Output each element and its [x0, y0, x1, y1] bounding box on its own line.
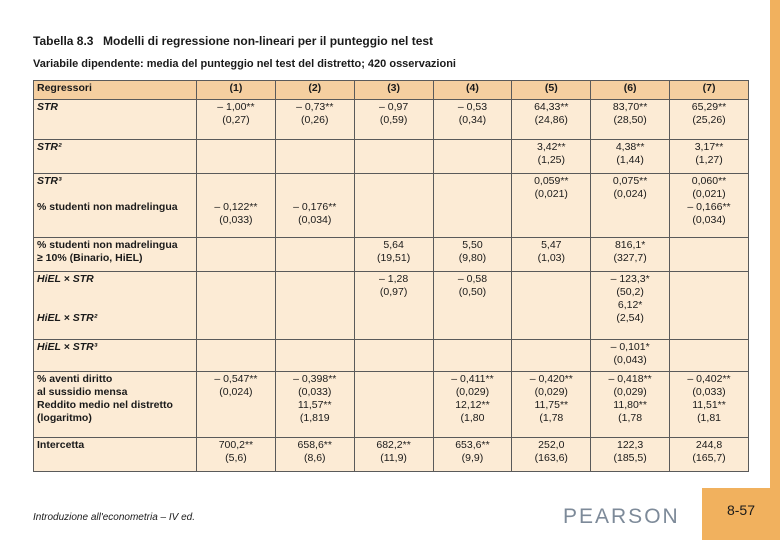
coefficient-value: 122,3 [617, 439, 644, 451]
column-header: (4) [433, 81, 512, 100]
coefficient-cell [354, 238, 433, 272]
standard-error: (0,021) [534, 188, 568, 200]
coefficient-cell [591, 272, 670, 340]
coefficient-value: 5,50 [462, 239, 483, 251]
standard-error: (1,27) [695, 154, 723, 166]
coefficient-cell [433, 372, 512, 438]
regressor-label-line: STR² [37, 141, 62, 153]
table-row [34, 438, 749, 472]
table-row [34, 238, 749, 272]
coefficient-cell [275, 438, 354, 472]
coefficient-value [200, 175, 272, 188]
standard-error: (8,6) [303, 452, 326, 464]
coefficient-value: – 0,402** [687, 373, 731, 385]
standard-error: (165,7) [692, 452, 726, 464]
coefficient-cell [354, 272, 433, 340]
column-header: Regressori [34, 81, 197, 100]
coefficient-value: 4,38** [615, 141, 645, 153]
regressor-label-line: Intercetta [37, 439, 85, 451]
standard-error: (2,54) [616, 312, 644, 324]
coefficient-value: 658,6** [297, 439, 332, 451]
coefficient-cell [433, 238, 512, 272]
coefficient-value: 816,1* [614, 239, 646, 251]
table-row [34, 372, 749, 438]
coefficient-value: – 0,547** [214, 373, 258, 385]
table-row [34, 272, 749, 340]
standard-error: (9,80) [458, 252, 487, 264]
coefficient-cell [591, 140, 670, 174]
standard-error: (0,34) [458, 114, 487, 126]
coefficient-value: 244,8 [695, 439, 723, 451]
standard-error: (1,80 [460, 412, 485, 424]
coefficient-value: 11,75** [534, 399, 569, 411]
standard-error: (0,27) [222, 114, 250, 126]
coefficient-value: 682,2** [376, 439, 411, 451]
standard-error: (11,9) [380, 452, 407, 464]
coefficient-value: – 0,398** [293, 373, 337, 385]
regressor-label-line: (logaritmo) [37, 412, 92, 424]
standard-error: (185,5) [613, 452, 647, 464]
standard-error: (9,9) [461, 452, 484, 464]
standard-error: (0,50) [458, 286, 487, 298]
standard-error: (0,024) [219, 386, 253, 398]
coefficient-value: – 0,58 [457, 273, 488, 285]
coefficient-value: 653,6** [455, 439, 490, 451]
coefficient-cell [275, 372, 354, 438]
coefficient-cell [591, 100, 670, 140]
coefficient-cell [512, 372, 591, 438]
coefficient-cell [670, 438, 749, 472]
regressor-label-line: % studenti non madrelingua [37, 201, 178, 213]
coefficient-cell [670, 272, 749, 340]
coefficient-cell [354, 100, 433, 140]
regressor-label [34, 438, 197, 472]
standard-error: (1,819 [299, 412, 330, 424]
coefficient-cell [670, 372, 749, 438]
table-row [34, 140, 749, 174]
coefficient-value: 5,47 [541, 239, 562, 251]
regressor-label-line: % studenti non madrelingua [37, 239, 178, 251]
regressor-label-line: Reddito medio nel distretto [37, 399, 173, 411]
regressor-label [34, 340, 197, 372]
coefficient-cell [197, 174, 276, 238]
standard-error: (0,043) [613, 354, 647, 366]
table-row [34, 340, 749, 372]
coefficient-cell [354, 372, 433, 438]
coefficient-cell [591, 174, 670, 238]
coefficient-value: 11,57** [297, 399, 332, 411]
standard-error: (1,81 [697, 412, 721, 424]
regressor-label-line: al sussidio mensa [37, 386, 128, 398]
standard-error: (0,024) [613, 188, 647, 200]
coefficient-cell [512, 438, 591, 472]
regressor-label-line: HiEL × STR² [37, 312, 98, 324]
coefficient-value: 0,075** [612, 175, 648, 187]
table-number: Tabella 8.3 [33, 34, 94, 48]
standard-error: (0,029) [455, 386, 490, 398]
standard-error: (1,78 [539, 412, 564, 424]
coefficient-value: – 1,28 [379, 273, 409, 285]
coefficient-value: – 0,166** [687, 201, 731, 213]
standard-error: (0,033) [692, 386, 726, 398]
regressor-label [34, 140, 197, 174]
coefficient-cell [512, 140, 591, 174]
coefficient-value: – 1,00** [217, 101, 255, 113]
coefficient-value: – 123,3* [610, 273, 650, 285]
standard-error: (0,033) [219, 214, 253, 226]
regression-table [33, 80, 749, 472]
column-header: (5) [512, 81, 591, 100]
standard-error: (24,86) [534, 114, 568, 126]
standard-error: (0,029) [613, 386, 647, 398]
coefficient-value: 5,64 [383, 239, 404, 251]
table-row [34, 100, 749, 140]
coefficient-cell [197, 100, 276, 140]
standard-error: (25,26) [692, 114, 726, 126]
coefficient-value: – 0,122** [214, 201, 258, 213]
table-title: Modelli di regressione non-lineari per il punteggio nel test [103, 34, 434, 48]
coefficient-value: 252,0 [538, 439, 565, 451]
page-number: 8-57 [702, 488, 780, 540]
coefficient-cell [512, 272, 591, 340]
coefficient-cell [354, 340, 433, 372]
coefficient-value: – 0,176** [293, 201, 337, 213]
coefficient-cell [670, 340, 749, 372]
standard-error [279, 188, 351, 201]
regressor-label [34, 272, 197, 340]
column-header: (6) [591, 81, 670, 100]
coefficient-value: 3,42** [536, 141, 566, 153]
column-header: (3) [354, 81, 433, 100]
standard-error: (0,97) [379, 286, 408, 298]
coefficient-value: 12,12** [455, 399, 490, 411]
coefficient-cell [512, 174, 591, 238]
regressor-label-line: STR [37, 101, 58, 113]
coefficient-value: – 0,411** [451, 373, 494, 385]
coefficient-cell [512, 340, 591, 372]
coefficient-cell [670, 100, 749, 140]
column-header: (7) [670, 81, 749, 100]
coefficient-value: 11,80** [613, 399, 647, 411]
column-header: (1) [197, 81, 276, 100]
coefficient-value: – 0,97 [379, 101, 409, 113]
coefficient-cell [433, 140, 512, 174]
regressor-label-line: ≥ 10% (Binario, HiEL) [37, 252, 143, 264]
coefficient-cell [197, 372, 276, 438]
coefficient-cell [591, 372, 670, 438]
coefficient-value: – 0,73** [296, 101, 334, 113]
coefficient-value: 83,70** [612, 101, 648, 113]
regressor-label-line [37, 299, 193, 312]
coefficient-value: 0,060** [691, 175, 727, 187]
coefficient-cell [433, 100, 512, 140]
standard-error: (19,51) [376, 252, 411, 264]
coefficient-cell [197, 438, 276, 472]
standard-error: (0,034) [298, 214, 332, 226]
coefficient-value: 700,2** [218, 439, 254, 451]
coefficient-cell [354, 140, 433, 174]
coefficient-cell [354, 438, 433, 472]
coefficient-value [279, 175, 351, 188]
coefficient-value: – 0,101* [610, 341, 650, 353]
table-heading [33, 34, 433, 48]
coefficient-cell [591, 340, 670, 372]
table-body [34, 100, 749, 472]
coefficient-cell [433, 272, 512, 340]
coefficient-cell [591, 438, 670, 472]
coefficient-cell [670, 238, 749, 272]
standard-error: (0,021) [692, 188, 726, 200]
column-header: (2) [275, 81, 354, 100]
coefficient-value: – 0,53 [457, 101, 488, 113]
coefficient-cell [275, 100, 354, 140]
standard-error: (0,034) [692, 214, 726, 226]
regressor-label-line [37, 286, 193, 299]
coefficient-cell [512, 238, 591, 272]
coefficient-cell [197, 340, 276, 372]
coefficient-value: 64,33** [534, 101, 569, 113]
coefficient-cell [197, 140, 276, 174]
coefficient-cell [670, 140, 749, 174]
regressor-label [34, 372, 197, 438]
pearson-logo: PEARSON [563, 505, 680, 528]
coefficient-cell [433, 438, 512, 472]
coefficient-cell [275, 238, 354, 272]
regressor-label-line: HiEL × STR [37, 273, 94, 285]
coefficient-cell [512, 100, 591, 140]
accent-stripe [770, 0, 780, 488]
standard-error: (0,59) [379, 114, 408, 126]
standard-error: (163,6) [534, 452, 568, 464]
coefficient-cell [197, 272, 276, 340]
regressor-label [34, 174, 197, 238]
standard-error: (1,78 [618, 412, 643, 424]
coefficient-cell [591, 238, 670, 272]
standard-error: (5,6) [225, 452, 247, 464]
coefficient-value: 6,12* [617, 299, 643, 311]
standard-error: (1,25) [537, 154, 566, 166]
regressor-label-line: STR³ [37, 175, 62, 187]
coefficient-cell [433, 340, 512, 372]
coefficient-value: 65,29** [691, 101, 727, 113]
standard-error: (327,7) [613, 252, 647, 264]
coefficient-cell [275, 340, 354, 372]
table-header-row [34, 81, 749, 100]
regressor-label-line: % aventi diritto [37, 373, 113, 385]
standard-error: (28,50) [613, 114, 647, 126]
coefficient-value: – 0,418** [608, 373, 652, 385]
coefficient-cell [433, 174, 512, 238]
book-title: Introduzione all'econometria – IV ed. [33, 512, 196, 523]
standard-error: (0,033) [298, 386, 332, 398]
table-subtitle: Variabile dipendente: media del punteggio nel test del distretto; 420 osservazioni [33, 58, 456, 70]
regressor-label-line: HiEL × STR³ [37, 341, 98, 353]
regressor-label-line [37, 188, 193, 201]
coefficient-cell [197, 238, 276, 272]
table-row [34, 174, 749, 238]
standard-error: (50,2) [616, 286, 644, 298]
standard-error: (0,26) [301, 114, 329, 126]
coefficient-cell [275, 174, 354, 238]
standard-error: (1,03) [537, 252, 566, 264]
standard-error: (0,029) [534, 386, 568, 398]
coefficient-cell [275, 140, 354, 174]
coefficient-value: 0,059** [534, 175, 569, 187]
standard-error: (1,44) [616, 154, 644, 166]
coefficient-cell [670, 174, 749, 238]
standard-error [200, 188, 272, 201]
coefficient-value: – 0,420** [529, 373, 573, 385]
coefficient-value: 3,17** [694, 141, 724, 153]
coefficient-cell [275, 272, 354, 340]
coefficient-cell [354, 174, 433, 238]
regressor-label [34, 238, 197, 272]
coefficient-value: 11,51** [692, 399, 726, 411]
regressor-label [34, 100, 197, 140]
